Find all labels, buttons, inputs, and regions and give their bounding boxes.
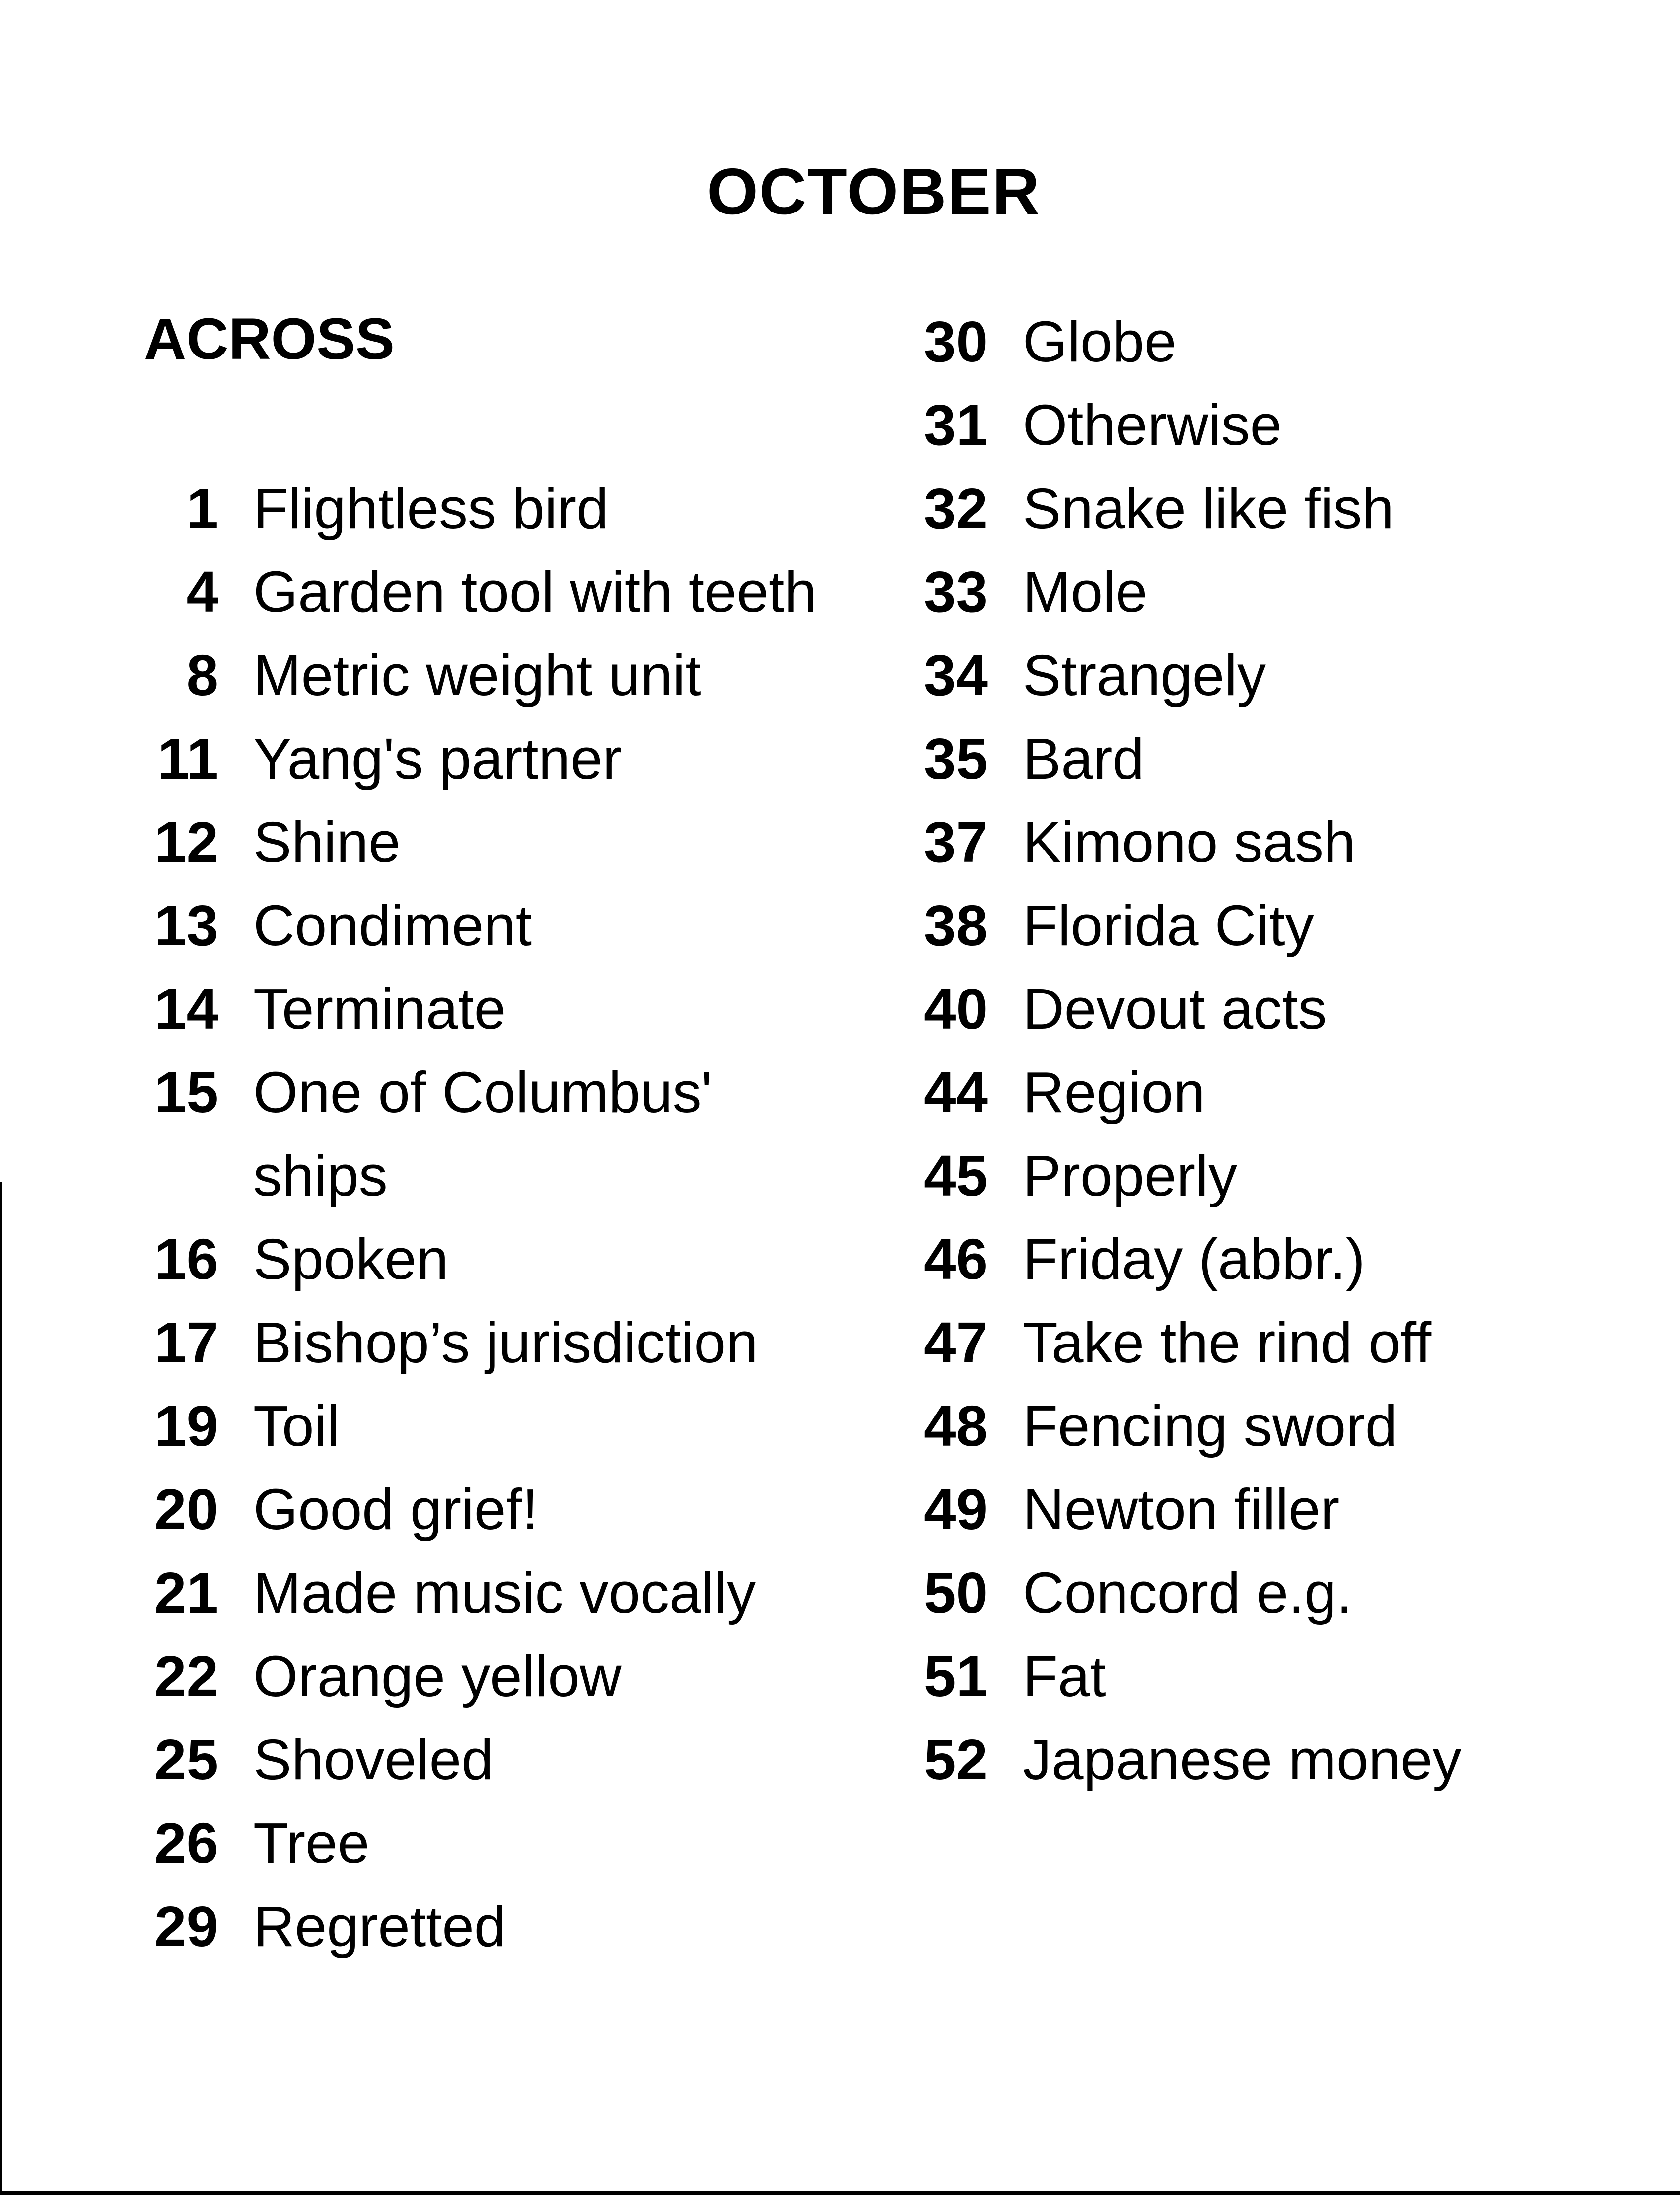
clue-text: Metric weight unit: [253, 643, 701, 708]
clue-number: 35: [923, 726, 988, 791]
clue-number: 26: [154, 1811, 218, 1875]
clue-number: 1: [186, 476, 218, 541]
clue-text: Tree: [253, 1811, 370, 1875]
clue-number: 40: [923, 977, 988, 1041]
clue-item: [0, 967, 1643, 1051]
clue-number: 14: [154, 977, 218, 1041]
clue-text: Terminate: [253, 977, 506, 1041]
clue-number: 51: [923, 1644, 988, 1708]
clue-item: [0, 1551, 1643, 1634]
clue-number: 30: [923, 309, 988, 374]
clue-text: Fat: [1023, 1644, 1106, 1708]
clue-item: [0, 1718, 1643, 1801]
clue-number: 25: [154, 1727, 218, 1792]
clue-text: Snake like fish: [1023, 476, 1394, 541]
clue-number: 16: [154, 1227, 218, 1291]
clue-number: 22: [154, 1644, 218, 1708]
clue-text: Bard: [1023, 726, 1145, 791]
clue-text: Shine: [253, 810, 401, 874]
clue-text: Mole: [1023, 560, 1148, 624]
clue-text: Strangely: [1023, 643, 1266, 708]
clue-item: [0, 1885, 824, 1968]
clue-text: Otherwise: [1023, 393, 1282, 457]
clue-number: 34: [923, 643, 988, 708]
page-border-bottom: [0, 2191, 1680, 2195]
clue-number: 44: [923, 1060, 988, 1125]
clue-number: 48: [923, 1394, 988, 1458]
clue-text: Good grief!: [253, 1477, 538, 1542]
clue-number: 13: [154, 893, 218, 958]
clue-text: Newton filler: [1023, 1477, 1340, 1542]
clue-number: 52: [923, 1727, 988, 1792]
clue-item: [0, 1051, 1643, 1134]
clue-number: 21: [154, 1560, 218, 1625]
clue-item: [0, 550, 1643, 634]
clue-item: [0, 1634, 1643, 1718]
clue-text: Properly: [1023, 1143, 1237, 1208]
clue-item: [0, 1301, 1643, 1384]
clue-number: 37: [923, 810, 988, 874]
clue-text: Shoveled: [253, 1727, 493, 1792]
clue-number: 11: [157, 726, 218, 791]
clue-item: [0, 884, 1643, 967]
clue-number: 49: [923, 1477, 988, 1542]
clue-item: [0, 300, 1643, 383]
clue-text: Fencing sword: [1023, 1394, 1398, 1458]
clue-text: Flightless bird: [253, 476, 609, 541]
clue-text: Regretted: [253, 1894, 506, 1959]
clue-text: Bishop’s jurisdiction: [253, 1310, 758, 1375]
clue-text: Orange yellow: [253, 1644, 622, 1708]
section-heading-across: ACROSS: [144, 306, 395, 372]
clue-item: [0, 1134, 1643, 1217]
clue-text: Take the rind off: [1023, 1310, 1432, 1375]
clue-number: 32: [923, 476, 988, 541]
clue-number: 46: [923, 1227, 988, 1291]
clue-number: 12: [154, 810, 218, 874]
clue-number: 45: [923, 1143, 988, 1208]
clue-number: 38: [923, 893, 988, 958]
clue-number: 17: [154, 1310, 218, 1375]
clue-item: [0, 467, 1643, 550]
clue-number: 31: [923, 393, 988, 457]
clue-list-right: [0, 300, 1643, 1801]
clue-number: 4: [186, 560, 218, 624]
clue-item: [0, 717, 1643, 800]
clue-number: 29: [154, 1894, 218, 1959]
clue-number: 47: [923, 1310, 988, 1375]
clue-item: [0, 1384, 1643, 1468]
clue-text: One of Columbus' ships: [253, 1060, 712, 1208]
clue-text: Florida City: [1023, 893, 1314, 958]
clue-number: 20: [154, 1477, 218, 1542]
clue-text: Concord e.g.: [1023, 1560, 1353, 1625]
clue-text: Kimono sash: [1023, 810, 1356, 874]
clue-item: [0, 1468, 1643, 1551]
clue-text: Japanese money: [1023, 1727, 1462, 1792]
page-title: OCTOBER: [707, 155, 1041, 228]
clue-text: Condiment: [253, 893, 532, 958]
clue-text: Garden tool with teeth: [253, 560, 817, 624]
clue-text: Devout acts: [1023, 977, 1327, 1041]
clue-text: Toil: [253, 1394, 340, 1458]
clue-item: [0, 634, 1643, 717]
clue-text: Globe: [1023, 309, 1177, 374]
clue-item: [0, 1801, 824, 1885]
clue-number: 33: [923, 560, 988, 624]
clue-item: [0, 800, 1643, 884]
clue-text: Made music vocally: [253, 1560, 756, 1625]
clue-number: 50: [923, 1560, 988, 1625]
clue-text: Spoken: [253, 1227, 449, 1291]
clue-text: Yang's partner: [253, 726, 622, 791]
clue-text: Friday (abbr.): [1023, 1227, 1365, 1291]
clue-number: 8: [186, 643, 218, 708]
clue-text: Region: [1023, 1060, 1205, 1125]
clue-item: [0, 383, 1643, 467]
clue-item: [0, 1217, 1643, 1301]
clue-number: 15: [154, 1060, 218, 1125]
clue-number: 19: [154, 1394, 218, 1458]
